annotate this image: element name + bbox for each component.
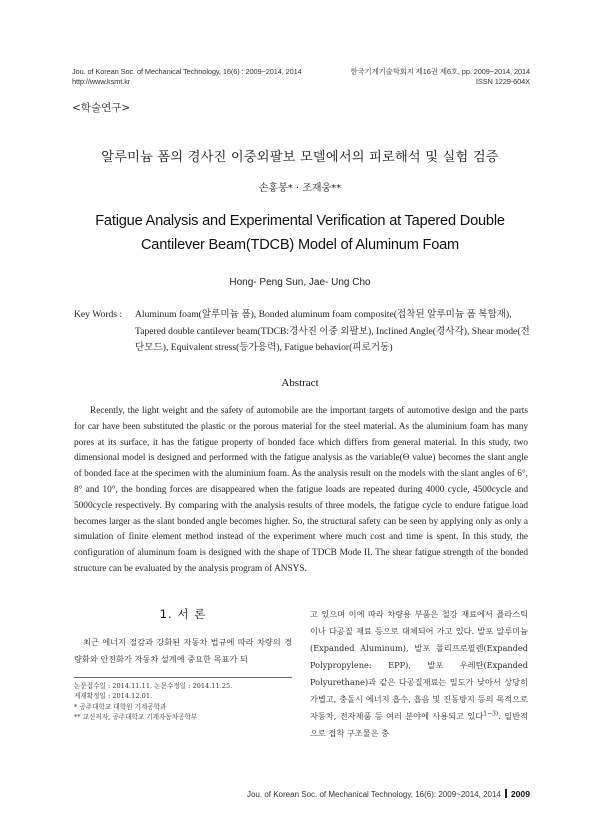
footnote-divider <box>74 677 292 678</box>
journal-url: http://www.ksmt.kr <box>72 77 131 86</box>
title-korean: 알루미늄 폼의 경사진 이중외팔보 모델에서의 피로해석 및 실험 검증 <box>101 150 499 165</box>
intro-paragraph-left: 최근 에너지 절감과 강화된 자동차 법규에 따라 차량의 경량화와 안전화가 자동차 설계에 중요한 목표가 되 <box>74 637 292 664</box>
footnote-received-dates: 논문접수일 : 2014.11.11. 논문수정일 : 2014.11.25. <box>74 682 233 690</box>
issn: ISSN 1229-604X <box>475 77 530 86</box>
title-english-line2: Cantilever Beam(TDCB) Model of Aluminum Foam <box>140 237 460 253</box>
footer-separator <box>505 789 507 798</box>
running-footer <box>247 789 530 799</box>
running-header-right <box>350 67 530 87</box>
authors-english: Hong- Peng Sun, Jae- Ung Cho <box>229 277 371 288</box>
footnote-affiliation-2: ** 교신저자, 공주대학교 기계자동차공학부 <box>74 713 198 722</box>
journal-citation-en: Jou. of Korean Soc. of Mechanical Technology, 16(6) : 2009~2014, 2014 <box>72 67 302 76</box>
article-category: <학술연구> <box>72 102 131 114</box>
journal-citation-ko: 한국기계기술학회지 제16권 제6호, pp. 2009~2014, 2014 <box>350 67 530 76</box>
title-english <box>0 209 600 257</box>
reference-citation: 1~3) <box>483 710 499 718</box>
footnote-accepted-date: 게재확정일 : 2014.12.01. <box>74 692 153 701</box>
title-english-line1: Fatigue Analysis and Experimental Verification at Tapered Double <box>95 213 505 229</box>
keywords-label: Key Words : <box>74 309 123 320</box>
intro-right-text: 고 있으며 이에 따라 차량용 부품은 철강 재료에서 플라스틱이나 다공질 재료 등으로 대체되어 가고 있다. 발포 알루미늄(Expanded Aluminum), 발포 폴리프로필렌(Expanded Polypropylene: EPP), 발포 우레탄(Expanded Polyurethane)과 같은 다공질재료는 밀도가 낮아서 상당히 가볍고, 충돌시 에너지 흡수, 흡음 및 진동방지 등의 목적으로 자동차, 전자제품 등 여러 분야에 사용되고 있다 <box>310 609 528 721</box>
body-column-left <box>74 606 292 723</box>
abstract-title: Abstract <box>281 377 319 389</box>
footer-journal: Jou. of Korean Soc. of Mechanical Technology, 16(6): 2009~2014, 2014 <box>246 790 501 799</box>
section-heading-introduction: 1. 서 론 <box>159 607 207 621</box>
footnote-affiliation-1: * 공주대학교 대학원 기계공학과 <box>74 702 167 711</box>
page-number: 2009 <box>510 789 530 799</box>
intro-right-text-end: . 일반적으로 접착 구조물은 충 <box>310 711 528 738</box>
abstract-body: Recently, the light weight and the safety of automobile are the important targets of automotive design and the parts for car have been substituted the plastic or the porous material for the steel material. As the aluminium foam has many pores at its surface, it has the fatigue property of bonded face which differs from general material. In this study, two dimensional model is designed and performed with the fatigue analysis as the variable(Θ value) becomes the slant angle of bonded face at the specimen with the aluminium foam. As the analysis result on the models with the slant angles of 6°, 8° and 10°, the bonding forces are disappeared when the fatigue loads are repeated during 4000 cycle, 4500cycle and 5000cycle respectively. By comparing with the analysis results of three models, the fatigue cycle to endure fatigue load becomes larger as the slant bonded angle becomes higher. So, the structural safety can be seen by applying only as only a simulation of finite element method instead of the experiment where much cost and time is spent. In this study, the configuration of aluminum foam is designed with the shape of TDCB Mode II. The shear fatigue strength of the bonded structure can be evaluated by the analysis program of ANSYS. <box>74 406 528 574</box>
keywords-text: Aluminum foam(알루미늄 폼), Bonded aluminum foam composite(접착된 알루미늄 폼 복합재), Tapered double cantilever beam(TDCB:경사진 이중 외팔보), Inclined Angle(경사각), Shear mode(전단모드), Equivalent stress(등가응력), Fatigue behavior(피로거동) <box>135 309 530 354</box>
running-header-left <box>72 67 302 87</box>
authors-korean: 손홍봉* · 조재웅** <box>258 183 342 194</box>
body-column-right <box>310 606 528 742</box>
intro-paragraph-right <box>310 606 528 742</box>
